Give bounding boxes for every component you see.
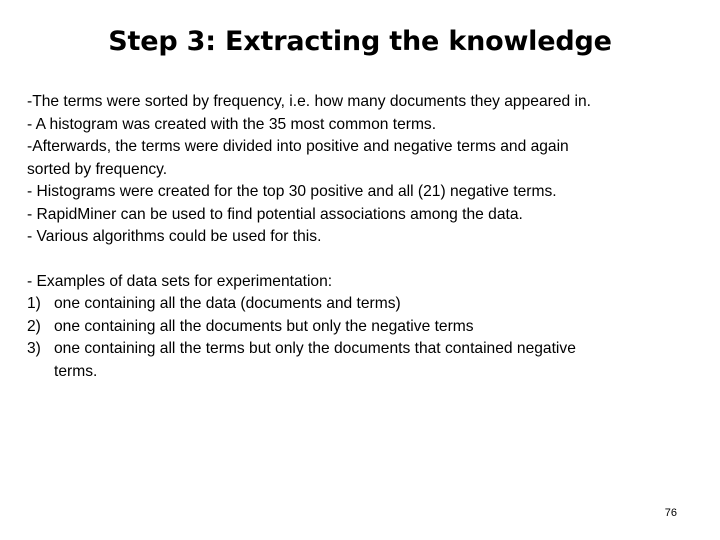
example-text: one containing all the documents but only the negative terms [54, 317, 474, 335]
page-number: 76 [664, 507, 677, 519]
body-line: - RapidMiner can be used to find potential associations among the data. [27, 205, 523, 223]
example-item [27, 338, 707, 361]
body-line: - Histograms were created for the top 30 positive and all (21) negative terms. [27, 183, 557, 200]
example-number: 2) [27, 317, 41, 335]
example-number: 3) [27, 340, 41, 357]
example-continuation: terms. [54, 362, 98, 380]
slide-title: Step 3: Extracting the knowledge [108, 26, 612, 57]
examples-heading: - Examples of data sets for experimentation: [27, 272, 333, 290]
example-text: one containing all the terms but only the documents that contained negative [54, 340, 576, 357]
body-line: - A histogram was created with the 35 most common terms. [27, 115, 437, 133]
example-item [27, 293, 707, 316]
body-line: sorted by frequency. [27, 160, 168, 178]
example-item [27, 316, 707, 339]
example-number: 1) [27, 295, 41, 312]
example-text: one containing all the data (documents and terms) [54, 295, 401, 312]
body-line: - Various algorithms could be used for this. [27, 228, 322, 245]
slide-body [27, 91, 707, 383]
body-line: -The terms were sorted by frequency, i.e. how many documents they appeared in. [27, 93, 591, 110]
body-line: -Afterwards, the terms were divided into positive and negative terms and again [27, 138, 569, 155]
paragraph-gap [27, 249, 707, 271]
